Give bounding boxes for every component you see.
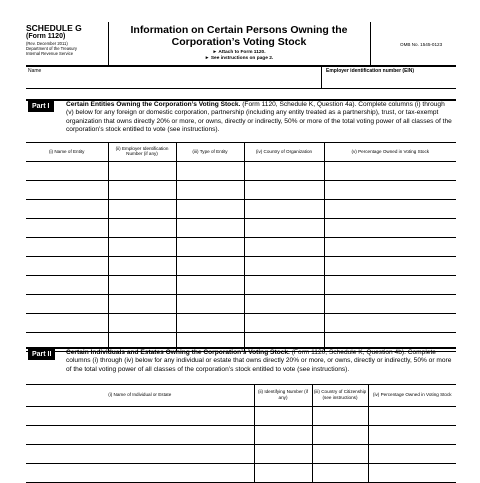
header-bottom-rule [26, 65, 456, 67]
p1-percent-cell[interactable] [324, 256, 456, 275]
name-label: Name [28, 68, 42, 74]
p1-country-cell[interactable] [244, 256, 324, 275]
p1-type-cell[interactable] [176, 294, 244, 313]
attach-note: ► Attach to Form 1120. [212, 50, 266, 55]
p2-name-cell[interactable] [26, 444, 254, 463]
p1-name-cell[interactable] [26, 161, 108, 180]
table-row [26, 275, 456, 294]
table-row [26, 161, 456, 180]
table-row [26, 313, 456, 332]
part2-description [66, 349, 453, 374]
p1-name-cell[interactable] [26, 256, 108, 275]
table-row [26, 294, 456, 313]
p2-percent-cell[interactable] [368, 425, 456, 444]
p1-name-cell[interactable] [26, 218, 108, 237]
p1-country-cell[interactable] [244, 313, 324, 332]
p1-percent-cell[interactable] [324, 218, 456, 237]
part2-instructions: (Form 1120, Schedule K, Question 4b). Complete columns (i) through (iv) below for any individual or estate that owns directly 20% or more, or owns, directly or indirectly, 50% or more of the total voting power of all classes of the corporation’s stock entitled to vote (see instructions). [66, 349, 452, 373]
p1-country-cell[interactable] [244, 237, 324, 256]
p1-country-cell[interactable] [244, 275, 324, 294]
table-row [26, 237, 456, 256]
part1-table [26, 142, 456, 352]
p1-percent-cell[interactable] [324, 180, 456, 199]
p2-col-percent-header: (iv) Percentage Owned in Voting Stock [368, 384, 456, 406]
p1-country-cell[interactable] [244, 218, 324, 237]
schedule-label: SCHEDULE G [26, 23, 82, 33]
p2-percent-cell[interactable] [368, 406, 456, 425]
p1-type-cell[interactable] [176, 313, 244, 332]
part1-badge: Part I [28, 101, 54, 112]
p1-type-cell[interactable] [176, 256, 244, 275]
p1-name-cell[interactable] [26, 294, 108, 313]
ein-label: Employer identification number (EIN) [326, 68, 415, 74]
name-ein-divider [321, 66, 322, 88]
p1-country-cell[interactable] [244, 199, 324, 218]
p2-col-country-header: (iii) Country of Citizenship (see instructions) [312, 384, 368, 406]
header-divider-left [108, 22, 109, 66]
p1-ein-cell[interactable] [108, 294, 176, 313]
p2-country-cell[interactable] [312, 406, 368, 425]
header-divider-right [370, 22, 371, 66]
table-row [26, 444, 456, 463]
p2-country-cell[interactable] [312, 444, 368, 463]
p2-name-cell[interactable] [26, 425, 254, 444]
department-label: Department of the Treasury [26, 46, 77, 51]
p1-percent-cell[interactable] [324, 313, 456, 332]
p2-country-cell[interactable] [312, 425, 368, 444]
p1-col-name-header: (i) Name of Entity [26, 142, 108, 161]
form-number: (Form 1120) [26, 33, 66, 40]
part1-description [66, 101, 453, 135]
p1-col-percent-header: (v) Percentage Owned in Voting Stock [324, 142, 456, 161]
p1-percent-cell[interactable] [324, 294, 456, 313]
p1-name-cell[interactable] [26, 199, 108, 218]
p1-ein-cell[interactable] [108, 313, 176, 332]
p1-type-cell[interactable] [176, 237, 244, 256]
p1-ein-cell[interactable] [108, 199, 176, 218]
part2-table [26, 384, 456, 483]
p1-col-country-header: (iv) Country of Organization [244, 142, 324, 161]
part2-header [28, 349, 453, 374]
table-row [26, 425, 456, 444]
table-row [26, 406, 456, 425]
p1-percent-cell[interactable] [324, 199, 456, 218]
form-identifier [26, 24, 106, 56]
p2-percent-cell[interactable] [368, 463, 456, 482]
name-row-rule [26, 88, 456, 89]
p1-percent-cell[interactable] [324, 161, 456, 180]
agency-label: Internal Revenue Service [26, 51, 74, 56]
p2-percent-cell[interactable] [368, 444, 456, 463]
p1-percent-cell[interactable] [324, 275, 456, 294]
p2-id-cell[interactable] [254, 425, 312, 444]
table-row [26, 463, 456, 482]
table-row [26, 199, 456, 218]
p1-type-cell[interactable] [176, 180, 244, 199]
ein-field[interactable] [324, 76, 454, 87]
p1-country-cell[interactable] [244, 294, 324, 313]
p1-name-cell[interactable] [26, 180, 108, 199]
attach-instructions [122, 50, 356, 62]
p1-type-cell[interactable] [176, 161, 244, 180]
p1-ein-cell[interactable] [108, 256, 176, 275]
revision-date: (Rev. December 2011) [26, 41, 68, 46]
p1-type-cell[interactable] [176, 275, 244, 294]
p2-name-cell[interactable] [26, 463, 254, 482]
p1-ein-cell[interactable] [108, 180, 176, 199]
table-row [26, 180, 456, 199]
p2-col-name-header: (i) Name of Individual or Estate [26, 384, 254, 406]
p1-country-cell[interactable] [244, 161, 324, 180]
p2-col-id-header: (ii) Identifying Number (if any) [254, 384, 312, 406]
omb-number: OMB No. 1545-0123 [400, 42, 443, 47]
part2-column-headers [26, 384, 456, 406]
p1-col-type-header: (iii) Type of Entity [176, 142, 244, 161]
part1-column-headers [26, 142, 456, 161]
part1-header [28, 101, 453, 135]
p1-ein-cell[interactable] [108, 275, 176, 294]
part1-heading: Certain Entities Owning the Corporation’s Voting Stock. [66, 101, 241, 108]
p1-ein-cell[interactable] [108, 218, 176, 237]
p2-name-cell[interactable] [26, 406, 254, 425]
p1-name-cell[interactable] [26, 237, 108, 256]
table-row [26, 256, 456, 275]
p2-id-cell[interactable] [254, 406, 312, 425]
p1-country-cell[interactable] [244, 180, 324, 199]
p2-id-cell[interactable] [254, 463, 312, 482]
p2-id-cell[interactable] [254, 444, 312, 463]
part1-instructions: (Form 1120, Schedule K, Question 4a). Complete columns (i) through (v) below for any foreign or domestic corporation, partnership (including any entity treated as a partnership), trust, or tax-exempt organization that owns directly 20% or more, or owns, directly or indirectly, 50% or more of the total voting power of all classes of the corporation’s stock entitled to vote (see instructions). [66, 101, 452, 134]
name-field[interactable] [28, 76, 318, 87]
p1-ein-cell[interactable] [108, 161, 176, 180]
table-row [26, 218, 456, 237]
p1-ein-cell[interactable] [108, 237, 176, 256]
p1-type-cell[interactable] [176, 218, 244, 237]
see-instructions-note: ► See instructions on page 2. [204, 56, 274, 61]
p1-type-cell[interactable] [176, 199, 244, 218]
p1-name-cell[interactable] [26, 275, 108, 294]
p1-name-cell[interactable] [26, 313, 108, 332]
p1-percent-cell[interactable] [324, 237, 456, 256]
p2-country-cell[interactable] [312, 463, 368, 482]
part2-heading: Certain Individuals and Estates Owning the Corporation’s Voting Stock. [66, 349, 290, 356]
form-title: Information on Certain Persons Owning the Corporation’s Voting Stock [130, 24, 348, 48]
part2-badge: Part II [28, 349, 55, 360]
p1-col-ein-header: (ii) Employer Identification Number (if any) [108, 142, 176, 161]
